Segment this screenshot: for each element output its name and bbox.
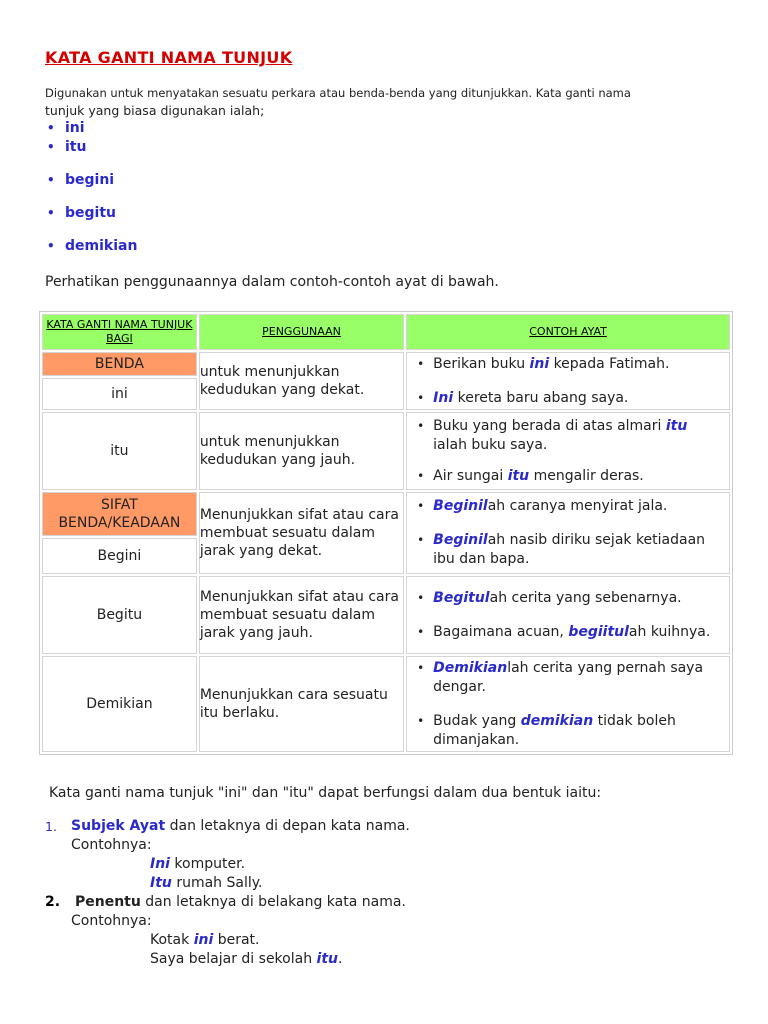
- table-row: [42, 656, 730, 752]
- list-item: [45, 817, 735, 893]
- list-item: • begitu: [65, 204, 735, 223]
- contoh-label: Contohnya:: [71, 837, 152, 853]
- header-kata-ganti: KATA GANTI NAMA TUNJUK BAGI: [42, 314, 197, 350]
- example-sentence: • Begitulah cerita yang sebenarnya.: [433, 589, 723, 608]
- example-sentence: Kotak ini berat.: [150, 932, 260, 948]
- table-row: [42, 412, 730, 490]
- category-benda: BENDA: [42, 352, 197, 376]
- page-title: KATA GANTI NAMA TUNJUK: [45, 48, 293, 67]
- list-item: • begini: [65, 171, 735, 190]
- functions-section: [45, 784, 735, 969]
- pronoun-cell: Begitu: [42, 576, 197, 654]
- item-number: 2.: [45, 894, 61, 910]
- example-sentence: • Budak yang demikian tidak boleh dimanjakan.: [433, 712, 723, 750]
- example-cell: [406, 412, 730, 490]
- example-cell: [406, 352, 730, 410]
- table-row: [42, 352, 730, 376]
- usage-cell: untuk menunjukkan kedudukan yang dekat.: [199, 352, 404, 410]
- list-item: • ini: [65, 119, 735, 138]
- example-sentence: • Ini kereta baru abang saya.: [433, 389, 723, 408]
- item-heading: Penentu dan letaknya di belakang kata nama.: [75, 894, 406, 910]
- example-sentence: • Berikan buku ini kepada Fatimah.: [433, 355, 723, 374]
- list-item: [45, 893, 735, 969]
- item-heading: Subjek Ayat dan letaknya di depan kata nama.: [71, 818, 410, 834]
- example-sentence: • Beginilah nasib diriku sejak ketiadaan ibu dan bapa.: [433, 531, 723, 569]
- example-cell: [406, 656, 730, 752]
- list-item: • itu: [65, 138, 735, 157]
- example-sentence: • Buku yang berada di atas almari itu ialah buku saya.: [433, 417, 723, 455]
- example-sentence: Saya belajar di sekolah itu.: [150, 951, 343, 967]
- example-sentence: • Demikianlah cerita yang pernah saya dengar.: [433, 659, 723, 697]
- example-sentence: • Bagaimana acuan, begiitulah kuihnya.: [433, 623, 723, 642]
- pronoun-cell: ini: [42, 378, 197, 410]
- example-cell: [406, 492, 730, 574]
- table-intro-note: Perhatikan penggunaannya dalam contoh-contoh ayat di bawah.: [45, 274, 499, 290]
- header-contoh-ayat: CONTOH AYAT: [406, 314, 730, 350]
- header-penggunaan: PENGGUNAAN: [199, 314, 404, 350]
- usage-cell: Menunjukkan cara sesuatu itu berlaku.: [199, 656, 404, 752]
- example-sentence: Itu rumah Sally.: [150, 875, 263, 891]
- usage-cell: untuk menunjukkan kedudukan yang jauh.: [199, 412, 404, 490]
- example-sentence: Ini komputer.: [150, 856, 246, 872]
- pronoun-cell: Demikian: [42, 656, 197, 752]
- intro-paragraph: [45, 85, 735, 119]
- example-sentence: • Beginilah caranya menyirat jala.: [433, 497, 723, 516]
- table-header-row: [42, 314, 730, 350]
- list-item: • demikian: [65, 237, 735, 256]
- category-sifat: SIFAT BENDA/KEADAAN: [42, 492, 197, 536]
- table-row: [42, 576, 730, 654]
- intro-line-1: Digunakan untuk menyatakan sesuatu perkara atau benda-benda yang ditunjukkan. Kata ganti nama: [45, 86, 631, 100]
- usage-cell: Menunjukkan sifat atau cara membuat sesuatu dalam jarak yang dekat.: [199, 492, 404, 574]
- pronoun-cell: itu: [42, 412, 197, 490]
- contoh-label: Contohnya:: [71, 913, 152, 929]
- functions-lead: Kata ganti nama tunjuk "ini" dan "itu" dapat berfungsi dalam dua bentuk iaitu:: [49, 785, 602, 801]
- pronoun-cell: Begini: [42, 538, 197, 574]
- example-sentence: • Air sungai itu mengalir deras.: [433, 467, 723, 486]
- pronoun-list: [45, 119, 735, 256]
- intro-line-2: tunjuk yang biasa digunakan ialah;: [45, 103, 265, 118]
- example-cell: [406, 576, 730, 654]
- item-number: 1.: [45, 819, 57, 834]
- usage-cell: Menunjukkan sifat atau cara membuat sesuatu dalam jarak yang jauh.: [199, 576, 404, 654]
- usage-table: [39, 311, 733, 755]
- document-page: [45, 48, 735, 290]
- table-row: [42, 492, 730, 536]
